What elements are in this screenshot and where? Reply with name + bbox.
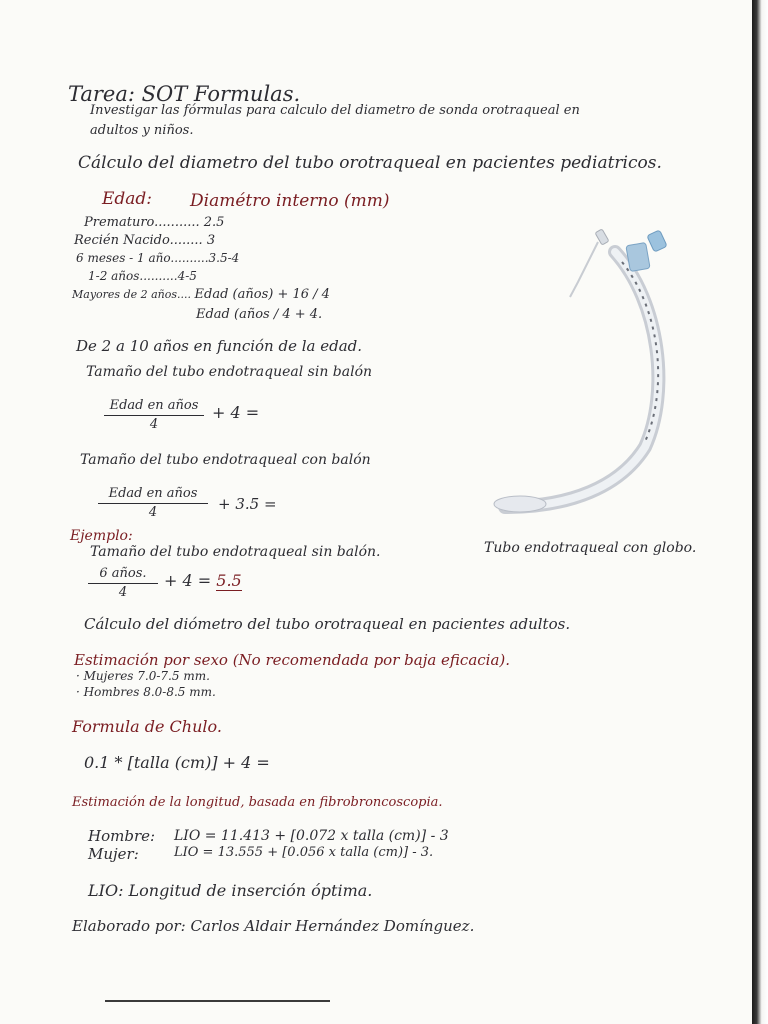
with-cuff-fraction: [98, 486, 208, 520]
length-heading: Estimación de la longitud, basada en fibrobroncoscopia.: [72, 795, 443, 810]
assignment-line-1: Investigar las fórmulas para calculo del diametro de sonda orotraqueal en: [90, 103, 580, 118]
fraction-bar: [104, 415, 204, 416]
row-value: 3.5-4: [208, 251, 240, 265]
no-cuff-label: Tamaño del tubo endotraqueal sin balón: [86, 364, 373, 380]
author-signature: Elaborado por: Carlos Aldair Hernández Domínguez.: [72, 917, 475, 935]
fraction-numerator: 6 años.: [99, 566, 147, 581]
row-value: 4-5: [177, 269, 197, 283]
fraction-numerator: Edad en años: [109, 398, 199, 413]
example-result: 5.5: [216, 571, 242, 590]
row-value: 2.5: [203, 215, 225, 230]
assignment-line-2: adultos y niños.: [90, 123, 194, 138]
page-edge-shadow: [752, 0, 768, 1024]
bottom-rule: [105, 1000, 330, 1002]
example-heading: Ejemplo:: [70, 528, 133, 544]
example-label: Tamaño del tubo endotraqueal sin balón.: [90, 544, 381, 560]
with-cuff-label: Tamaño del tubo endotraqueal con balón: [80, 452, 371, 468]
age-range-heading: De 2 a 10 años en función de la edad.: [76, 337, 363, 355]
table-header-age: Edad:: [102, 189, 153, 209]
example-formula: [164, 572, 242, 590]
row-dots: ....: [177, 288, 192, 301]
adult-heading: Cálculo del diómetro del tubo orotraqueal en pacientes adultos.: [84, 615, 571, 633]
row-value: 3: [206, 233, 216, 248]
row-age: Prematuro: [84, 215, 155, 230]
row-dots: ...........: [154, 215, 200, 230]
row-age: 1-2 años: [88, 269, 140, 283]
fraction-denominator: 4: [149, 416, 159, 432]
female-formula: LIO = 13.555 + [0.056 x talla (cm)] - 3.: [174, 845, 434, 860]
chulo-formula: 0.1 * [talla (cm)] + 4 =: [84, 753, 270, 772]
sex-estimate-heading: Estimación por sexo (No recomendada por baja eficacia).: [74, 651, 511, 669]
sex-estimate-item: · Hombres 8.0-8.5 mm.: [76, 685, 216, 699]
image-caption: Tubo endotraqueal con globo.: [484, 540, 697, 556]
table-extra-value: Edad (años / 4 + 4.: [196, 307, 323, 322]
endotracheal-tube-drawing: [480, 222, 715, 522]
example-rest: + 4 =: [164, 571, 212, 590]
row-age: 6 meses - 1 año: [76, 251, 171, 265]
no-cuff-formula-rest: + 4 =: [212, 403, 260, 422]
fraction-numerator: Edad en años: [108, 486, 198, 501]
table-row: [88, 270, 197, 284]
chulo-heading: Formula de Chulo.: [72, 717, 222, 736]
fraction-bar: [98, 503, 208, 504]
row-age: Recién Nacido: [74, 233, 170, 248]
example-fraction: [88, 566, 158, 600]
row-age: Mayores de 2 años: [72, 288, 178, 301]
female-label: Mujer:: [88, 845, 139, 863]
with-cuff-formula-rest: + 3.5 =: [218, 495, 277, 513]
table-row: [72, 288, 330, 303]
table-row: [76, 252, 239, 266]
page-title: Tarea: SOT Formulas.: [68, 82, 301, 106]
male-label: Hombre:: [88, 827, 156, 845]
row-value: Edad (años) + 16 / 4: [194, 287, 330, 302]
fraction-denominator: 4: [148, 504, 158, 520]
row-dots: ..........: [139, 269, 178, 283]
table-row: [84, 216, 224, 231]
male-formula: LIO = 11.413 + [0.072 x talla (cm)] - 3: [174, 828, 449, 844]
pediatric-heading: Cálculo del diametro del tubo orotraqueal en pacientes pediatricos.: [78, 153, 662, 173]
table-row: [74, 234, 215, 249]
table-header-diameter: Diamétro interno (mm): [190, 191, 390, 211]
row-dots: ..........: [170, 251, 209, 265]
row-dots: ........: [169, 233, 203, 248]
sex-estimate-item: · Mujeres 7.0-7.5 mm.: [76, 669, 210, 683]
no-cuff-fraction: [104, 398, 204, 432]
fraction-bar: [88, 583, 158, 584]
fraction-denominator: 4: [118, 584, 128, 600]
lio-definition: LIO: Longitud de inserción óptima.: [88, 881, 373, 900]
